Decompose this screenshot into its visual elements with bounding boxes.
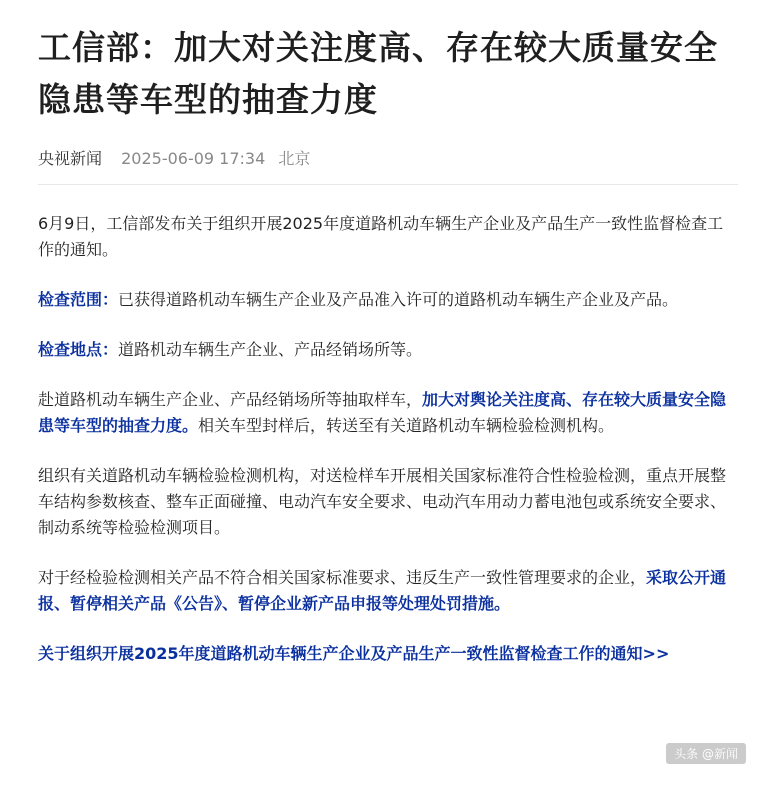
article-title: 工信部：加大对关注度高、存在较大质量安全隐患等车型的抽查力度 bbox=[38, 28, 718, 119]
sampling-text-pre: 赴道路机动车辆生产企业、产品经销场所等抽取样车， bbox=[38, 390, 423, 409]
paragraph-intro-text: 6月9日，工信部发布关于组织开展2025年度道路机动车辆生产企业及产品生产一致性监督检查工作的通知。 bbox=[38, 214, 724, 259]
paragraph-testing bbox=[38, 463, 738, 541]
article bbox=[38, 22, 738, 667]
paragraph-penalty bbox=[38, 565, 738, 617]
paragraph-scope bbox=[38, 287, 738, 313]
article-time: 2025-06-09 17:34 bbox=[121, 149, 266, 168]
article-location: 北京 bbox=[278, 149, 311, 168]
paragraph-intro bbox=[38, 211, 738, 263]
sampling-text-post: 相关车型封样后，转送至有关道路机动车辆检验检测机构。 bbox=[198, 416, 615, 435]
notice-link-row bbox=[38, 641, 738, 667]
notice-link[interactable]: 关于组织开展2025年度道路机动车辆生产企业及产品生产一致性监督检查工作的通知>> bbox=[38, 644, 670, 663]
watermark: 头条 @新闻 bbox=[666, 743, 746, 764]
sampling-emphasis: 加大对舆论关注度高、存在较大质量安全隐患等车型的抽查力度。 bbox=[38, 390, 727, 435]
article-body bbox=[38, 211, 738, 667]
location-label: 检查地点： bbox=[38, 340, 119, 359]
paragraph-location bbox=[38, 337, 738, 363]
scope-label: 检查范围： bbox=[38, 290, 119, 309]
article-source[interactable]: 央视新闻 bbox=[38, 149, 103, 168]
paragraph-sampling bbox=[38, 387, 738, 439]
location-text: 道路机动车辆生产企业、产品经销场所等。 bbox=[118, 340, 423, 359]
penalty-emphasis: 采取公开通报、暂停相关产品《公告》、暂停企业新产品申报等处理处罚措施。 bbox=[38, 568, 727, 613]
testing-text: 组织有关道路机动车辆检验检测机构，对送检样车开展相关国家标准符合性检验检测，重点开展整车结构参数核查、整车正面碰撞、电动汽车安全要求、电动汽车用动力蓄电池包或系统安全要求、制动系统等检验检测项目。 bbox=[38, 466, 727, 537]
article-meta bbox=[38, 148, 738, 185]
scope-text: 已获得道路机动车辆生产企业及产品准入许可的道路机动车辆生产企业及产品。 bbox=[118, 290, 679, 309]
penalty-text-pre: 对于经检验检测相关产品不符合相关国家标准要求、违反生产一致性管理要求的企业， bbox=[38, 568, 647, 587]
